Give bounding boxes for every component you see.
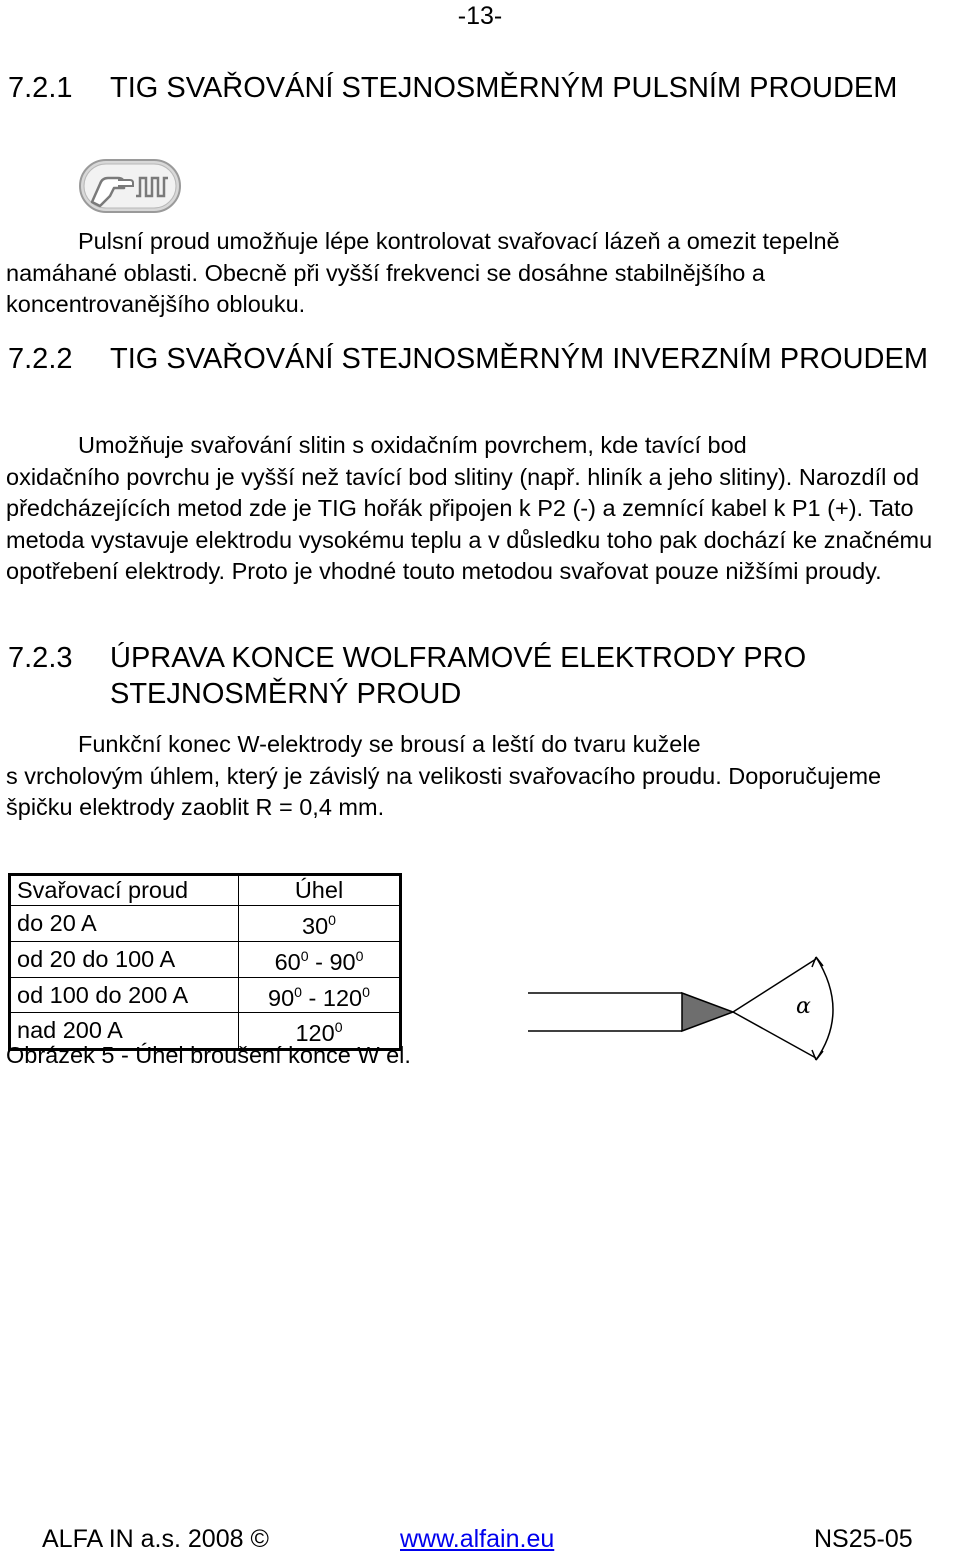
- footer-link[interactable]: [400, 1524, 554, 1554]
- header-cell-current: Svařovací proud: [10, 875, 239, 906]
- electrode-tip-diagram: [520, 925, 840, 1075]
- figure-caption: Obrázek 5 - Úhel broušení konce W el.: [6, 1042, 411, 1068]
- paragraph-first-line: Funkční konec W-elektrody se brousí a leští do tvaru kužele: [78, 731, 701, 757]
- section-title: TIG SVAŘOVÁNÍ STEJNOSMĚRNÝM INVERZNÍM PROUDEM: [110, 343, 928, 375]
- table-row: [10, 906, 401, 942]
- angle-alpha-label: α: [796, 994, 811, 1019]
- footer-company: ALFA IN a.s. 2008 ©: [42, 1525, 269, 1553]
- cell-current: do 20 A: [10, 906, 239, 942]
- cell-current: od 100 do 200 A: [10, 977, 239, 1013]
- section-heading-7-2-1: [8, 70, 938, 142]
- cell-angle: $90^0 - 120^0$: [239, 977, 401, 1013]
- table-row: [10, 941, 401, 977]
- section-heading-7-2-3: [8, 640, 938, 712]
- section-heading-7-2-2: [8, 341, 938, 413]
- section-title: TIG SVAŘOVÁNÍ STEJNOSMĚRNÝM PULSNÍM PROUDEM: [110, 72, 898, 104]
- footer-doc-code: NS25-05: [814, 1525, 913, 1553]
- cell-angle: $120^0$: [239, 1013, 401, 1050]
- section-paragraph: [6, 226, 956, 321]
- tig-pulse-torch-icon: [78, 158, 182, 214]
- section-title: ÚPRAVA KONCE WOLFRAMOVÉ ELEKTRODY PRO STEJNOSMĚRNÝ PROUD: [110, 642, 807, 710]
- section-paragraph: [6, 729, 886, 824]
- cell-angle: $30^0$: [239, 906, 401, 942]
- electrode-cone-tip: [682, 993, 733, 1031]
- cell-current: nad 200 A: [10, 1013, 239, 1050]
- paragraph-body: s vrcholovým úhlem, který je závislý na velikosti svařovacího proudu. Doporučujeme špičku elektrody zaoblit R = 0,4 mm.: [6, 762, 882, 820]
- angle-arc: [816, 957, 833, 1060]
- grinding-angle-table: [8, 873, 402, 1051]
- paragraph-body: namáhané oblasti. Obecně při vyšší frekvenci se dosáhne stabilnějšího a koncentrovanějšího oblouku.: [6, 259, 765, 317]
- cell-current: od 20 do 100 A: [10, 941, 239, 977]
- cell-angle: $60^0 - 90^0$: [239, 941, 401, 977]
- paragraph-body: oxidačního povrchu je vyšší než tavící bod slitiny (např. hliník a jeho slitiny). Narozdíl od předcházejících metod zde je TIG hořák připojen k P2 (-) a zemnící kabel k P1 (+). Tato metoda vystavuje elektrodu vysokému teplu a v důsledku toho pak dochází ke značnému opotřebení elektrody. Proto je vhodné touto metodou svařovat pouze nižšími proudy.: [6, 463, 933, 584]
- table-row: [10, 977, 401, 1013]
- section-number: 7.2.2: [8, 343, 73, 375]
- header-cell-angle: Úhel: [239, 875, 401, 906]
- website-link[interactable]: www.alfain.eu: [400, 1525, 555, 1553]
- section-number: 7.2.3: [8, 642, 73, 674]
- table-header-row: [10, 875, 401, 906]
- paragraph-first-line: Umožňuje svařování slitin s oxidačním povrchem, kde tavící bod: [78, 432, 747, 458]
- page-number: -13-: [457, 2, 503, 30]
- section-paragraph: [6, 430, 956, 588]
- section-number: 7.2.1: [8, 72, 73, 104]
- paragraph-first-line: Pulsní proud umožňuje lépe kontrolovat svařovací lázeň a omezit tepelně: [78, 228, 840, 254]
